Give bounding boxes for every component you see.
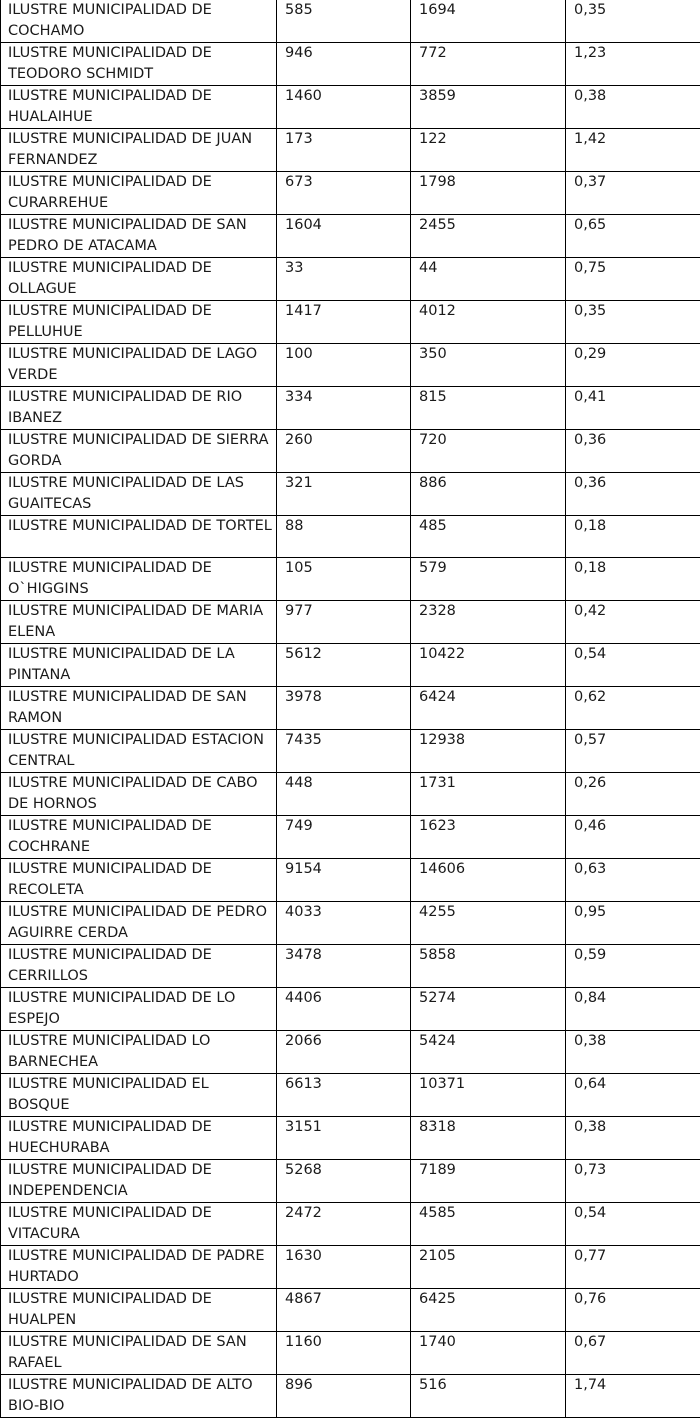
ratio-cell: 0,64: [566, 1073, 700, 1116]
ratio-cell: 0,54: [566, 1202, 700, 1245]
table-row: [1, 43, 700, 86]
value-1-cell: 2472: [277, 1202, 411, 1245]
ratio-cell: 1,42: [566, 129, 700, 172]
value-1-cell: 3151: [277, 1116, 411, 1159]
value-2-cell: 10422: [411, 643, 566, 686]
ratio-cell: 1,23: [566, 43, 700, 86]
value-2-cell: 4012: [411, 301, 566, 344]
value-2-cell: 6425: [411, 1288, 566, 1331]
municipality-name-cell: ILUSTRE MUNICIPALIDAD DE SIERRA GORDA: [1, 430, 277, 473]
table-row: [1, 1116, 700, 1159]
table-row: [1, 473, 700, 516]
value-1-cell: 977: [277, 600, 411, 643]
municipality-name-cell: ILUSTRE MUNICIPALIDAD DE SAN RAFAEL: [1, 1331, 277, 1374]
value-1-cell: 4033: [277, 901, 411, 944]
ratio-cell: 0,95: [566, 901, 700, 944]
value-1-cell: 1417: [277, 301, 411, 344]
value-2-cell: 350: [411, 344, 566, 387]
municipality-name-cell: ILUSTRE MUNICIPALIDAD DE CABO DE HORNOS: [1, 772, 277, 815]
value-1-cell: 673: [277, 172, 411, 215]
ratio-cell: 0,36: [566, 430, 700, 473]
value-1-cell: 2066: [277, 1030, 411, 1073]
municipality-name-cell: ILUSTRE MUNICIPALIDAD DE COCHAMO: [1, 0, 277, 43]
value-2-cell: 720: [411, 430, 566, 473]
table-row: [1, 172, 700, 215]
table-row: [1, 1331, 700, 1374]
value-2-cell: 579: [411, 557, 566, 600]
ratio-cell: 0,62: [566, 686, 700, 729]
value-2-cell: 815: [411, 387, 566, 430]
table-row: [1, 729, 700, 772]
municipality-name-cell: ILUSTRE MUNICIPALIDAD EL BOSQUE: [1, 1073, 277, 1116]
value-2-cell: 8318: [411, 1116, 566, 1159]
table-row: [1, 557, 700, 600]
municipality-name-cell: ILUSTRE MUNICIPALIDAD DE ALTO BIO-BIO: [1, 1374, 277, 1417]
municipality-name-cell: ILUSTRE MUNICIPALIDAD DE TEODORO SCHMIDT: [1, 43, 277, 86]
value-1-cell: 3978: [277, 686, 411, 729]
municipality-name-cell: ILUSTRE MUNICIPALIDAD DE MARIA ELENA: [1, 600, 277, 643]
municipality-name-cell: ILUSTRE MUNICIPALIDAD ESTACION CENTRAL: [1, 729, 277, 772]
table-row: [1, 129, 700, 172]
table-row: [1, 301, 700, 344]
value-2-cell: 5424: [411, 1030, 566, 1073]
value-2-cell: 14606: [411, 858, 566, 901]
value-1-cell: 3478: [277, 944, 411, 987]
ratio-cell: 0,29: [566, 344, 700, 387]
municipality-name-cell: ILUSTRE MUNICIPALIDAD DE RECOLETA: [1, 858, 277, 901]
table-row: [1, 516, 700, 558]
table-row: [1, 600, 700, 643]
value-2-cell: 4585: [411, 1202, 566, 1245]
ratio-cell: 0,35: [566, 301, 700, 344]
ratio-cell: 0,63: [566, 858, 700, 901]
value-1-cell: 321: [277, 473, 411, 516]
table-row: [1, 86, 700, 129]
ratio-cell: 0,18: [566, 557, 700, 600]
value-2-cell: 1740: [411, 1331, 566, 1374]
table-row: [1, 344, 700, 387]
value-1-cell: 5612: [277, 643, 411, 686]
value-1-cell: 896: [277, 1374, 411, 1417]
table-body: [1, 0, 700, 1417]
value-2-cell: 485: [411, 516, 566, 558]
table-row: [1, 0, 700, 43]
value-2-cell: 10371: [411, 1073, 566, 1116]
value-1-cell: 100: [277, 344, 411, 387]
ratio-cell: 0,38: [566, 1116, 700, 1159]
value-1-cell: 946: [277, 43, 411, 86]
ratio-cell: 0,41: [566, 387, 700, 430]
ratio-cell: 0,26: [566, 772, 700, 815]
value-1-cell: 7435: [277, 729, 411, 772]
value-1-cell: 88: [277, 516, 411, 558]
value-1-cell: 173: [277, 129, 411, 172]
table-row: [1, 686, 700, 729]
value-1-cell: 1460: [277, 86, 411, 129]
value-1-cell: 585: [277, 0, 411, 43]
municipality-name-cell: ILUSTRE MUNICIPALIDAD DE CURARREHUE: [1, 172, 277, 215]
value-2-cell: 4255: [411, 901, 566, 944]
ratio-cell: 0,84: [566, 987, 700, 1030]
value-2-cell: 2328: [411, 600, 566, 643]
ratio-cell: 0,18: [566, 516, 700, 558]
table-row: [1, 1073, 700, 1116]
ratio-cell: 0,35: [566, 0, 700, 43]
municipality-name-cell: ILUSTRE MUNICIPALIDAD DE COCHRANE: [1, 815, 277, 858]
value-2-cell: 6424: [411, 686, 566, 729]
table-row: [1, 944, 700, 987]
value-2-cell: 1798: [411, 172, 566, 215]
municipality-name-cell: ILUSTRE MUNICIPALIDAD DE LA PINTANA: [1, 643, 277, 686]
municipality-name-cell: ILUSTRE MUNICIPALIDAD DE PADRE HURTADO: [1, 1245, 277, 1288]
value-1-cell: 448: [277, 772, 411, 815]
municipality-name-cell: ILUSTRE MUNICIPALIDAD DE HUALAIHUE: [1, 86, 277, 129]
table-row: [1, 215, 700, 258]
ratio-cell: 0,54: [566, 643, 700, 686]
value-1-cell: 9154: [277, 858, 411, 901]
value-1-cell: 749: [277, 815, 411, 858]
value-1-cell: 334: [277, 387, 411, 430]
value-1-cell: 1604: [277, 215, 411, 258]
municipality-name-cell: ILUSTRE MUNICIPALIDAD DE JUAN FERNANDEZ: [1, 129, 277, 172]
value-1-cell: 1160: [277, 1331, 411, 1374]
municipality-name-cell: ILUSTRE MUNICIPALIDAD DE VITACURA: [1, 1202, 277, 1245]
table-row: [1, 1202, 700, 1245]
municipality-name-cell: ILUSTRE MUNICIPALIDAD DE LO ESPEJO: [1, 987, 277, 1030]
ratio-cell: 0,46: [566, 815, 700, 858]
ratio-cell: 0,77: [566, 1245, 700, 1288]
value-1-cell: 4867: [277, 1288, 411, 1331]
value-2-cell: 122: [411, 129, 566, 172]
table-row: [1, 772, 700, 815]
municipality-name-cell: ILUSTRE MUNICIPALIDAD DE PELLUHUE: [1, 301, 277, 344]
ratio-cell: 0,36: [566, 473, 700, 516]
table-row: [1, 1288, 700, 1331]
municipality-name-cell: ILUSTRE MUNICIPALIDAD DE CERRILLOS: [1, 944, 277, 987]
value-2-cell: 5858: [411, 944, 566, 987]
value-2-cell: 5274: [411, 987, 566, 1030]
ratio-cell: 0,38: [566, 86, 700, 129]
ratio-cell: 0,75: [566, 258, 700, 301]
table-row: [1, 1159, 700, 1202]
municipality-name-cell: ILUSTRE MUNICIPALIDAD DE LAS GUAITECAS: [1, 473, 277, 516]
value-1-cell: 1630: [277, 1245, 411, 1288]
ratio-cell: 0,59: [566, 944, 700, 987]
table-row: [1, 258, 700, 301]
ratio-cell: 0,65: [566, 215, 700, 258]
value-2-cell: 7189: [411, 1159, 566, 1202]
value-1-cell: 4406: [277, 987, 411, 1030]
municipality-name-cell: ILUSTRE MUNICIPALIDAD DE INDEPENDENCIA: [1, 1159, 277, 1202]
table-row: [1, 815, 700, 858]
ratio-cell: 0,38: [566, 1030, 700, 1073]
table-row: [1, 1245, 700, 1288]
value-2-cell: 772: [411, 43, 566, 86]
ratio-cell: 0,42: [566, 600, 700, 643]
value-2-cell: 3859: [411, 86, 566, 129]
ratio-cell: 0,37: [566, 172, 700, 215]
municipality-name-cell: ILUSTRE MUNICIPALIDAD DE OLLAGUE: [1, 258, 277, 301]
value-1-cell: 33: [277, 258, 411, 301]
municipality-name-cell: ILUSTRE MUNICIPALIDAD DE SAN RAMON: [1, 686, 277, 729]
value-2-cell: 12938: [411, 729, 566, 772]
value-2-cell: 2455: [411, 215, 566, 258]
value-2-cell: 44: [411, 258, 566, 301]
table-row: [1, 1374, 700, 1417]
ratio-cell: 0,76: [566, 1288, 700, 1331]
municipality-name-cell: ILUSTRE MUNICIPALIDAD DE HUALPEN: [1, 1288, 277, 1331]
municipality-name-cell: ILUSTRE MUNICIPALIDAD DE HUECHURABA: [1, 1116, 277, 1159]
municipality-name-cell: ILUSTRE MUNICIPALIDAD DE O`HIGGINS: [1, 557, 277, 600]
municipality-name-cell: ILUSTRE MUNICIPALIDAD DE PEDRO AGUIRRE CERDA: [1, 901, 277, 944]
table-row: [1, 1030, 700, 1073]
table-row: [1, 987, 700, 1030]
value-1-cell: 6613: [277, 1073, 411, 1116]
value-1-cell: 105: [277, 557, 411, 600]
value-2-cell: 1694: [411, 0, 566, 43]
value-2-cell: 516: [411, 1374, 566, 1417]
value-1-cell: 5268: [277, 1159, 411, 1202]
table-row: [1, 387, 700, 430]
table-row: [1, 643, 700, 686]
ratio-cell: 0,73: [566, 1159, 700, 1202]
ratio-cell: 0,67: [566, 1331, 700, 1374]
table-row: [1, 858, 700, 901]
value-2-cell: 1731: [411, 772, 566, 815]
municipality-name-cell: ILUSTRE MUNICIPALIDAD DE SAN PEDRO DE ATACAMA: [1, 215, 277, 258]
municipality-name-cell: ILUSTRE MUNICIPALIDAD DE TORTEL: [1, 516, 277, 558]
value-2-cell: 1623: [411, 815, 566, 858]
value-1-cell: 260: [277, 430, 411, 473]
ratio-cell: 0,57: [566, 729, 700, 772]
value-2-cell: 886: [411, 473, 566, 516]
ratio-cell: 1,74: [566, 1374, 700, 1417]
municipality-name-cell: ILUSTRE MUNICIPALIDAD DE RIO IBANEZ: [1, 387, 277, 430]
table-row: [1, 430, 700, 473]
municipality-name-cell: ILUSTRE MUNICIPALIDAD LO BARNECHEA: [1, 1030, 277, 1073]
table-row: [1, 901, 700, 944]
municipality-name-cell: ILUSTRE MUNICIPALIDAD DE LAGO VERDE: [1, 344, 277, 387]
value-2-cell: 2105: [411, 1245, 566, 1288]
